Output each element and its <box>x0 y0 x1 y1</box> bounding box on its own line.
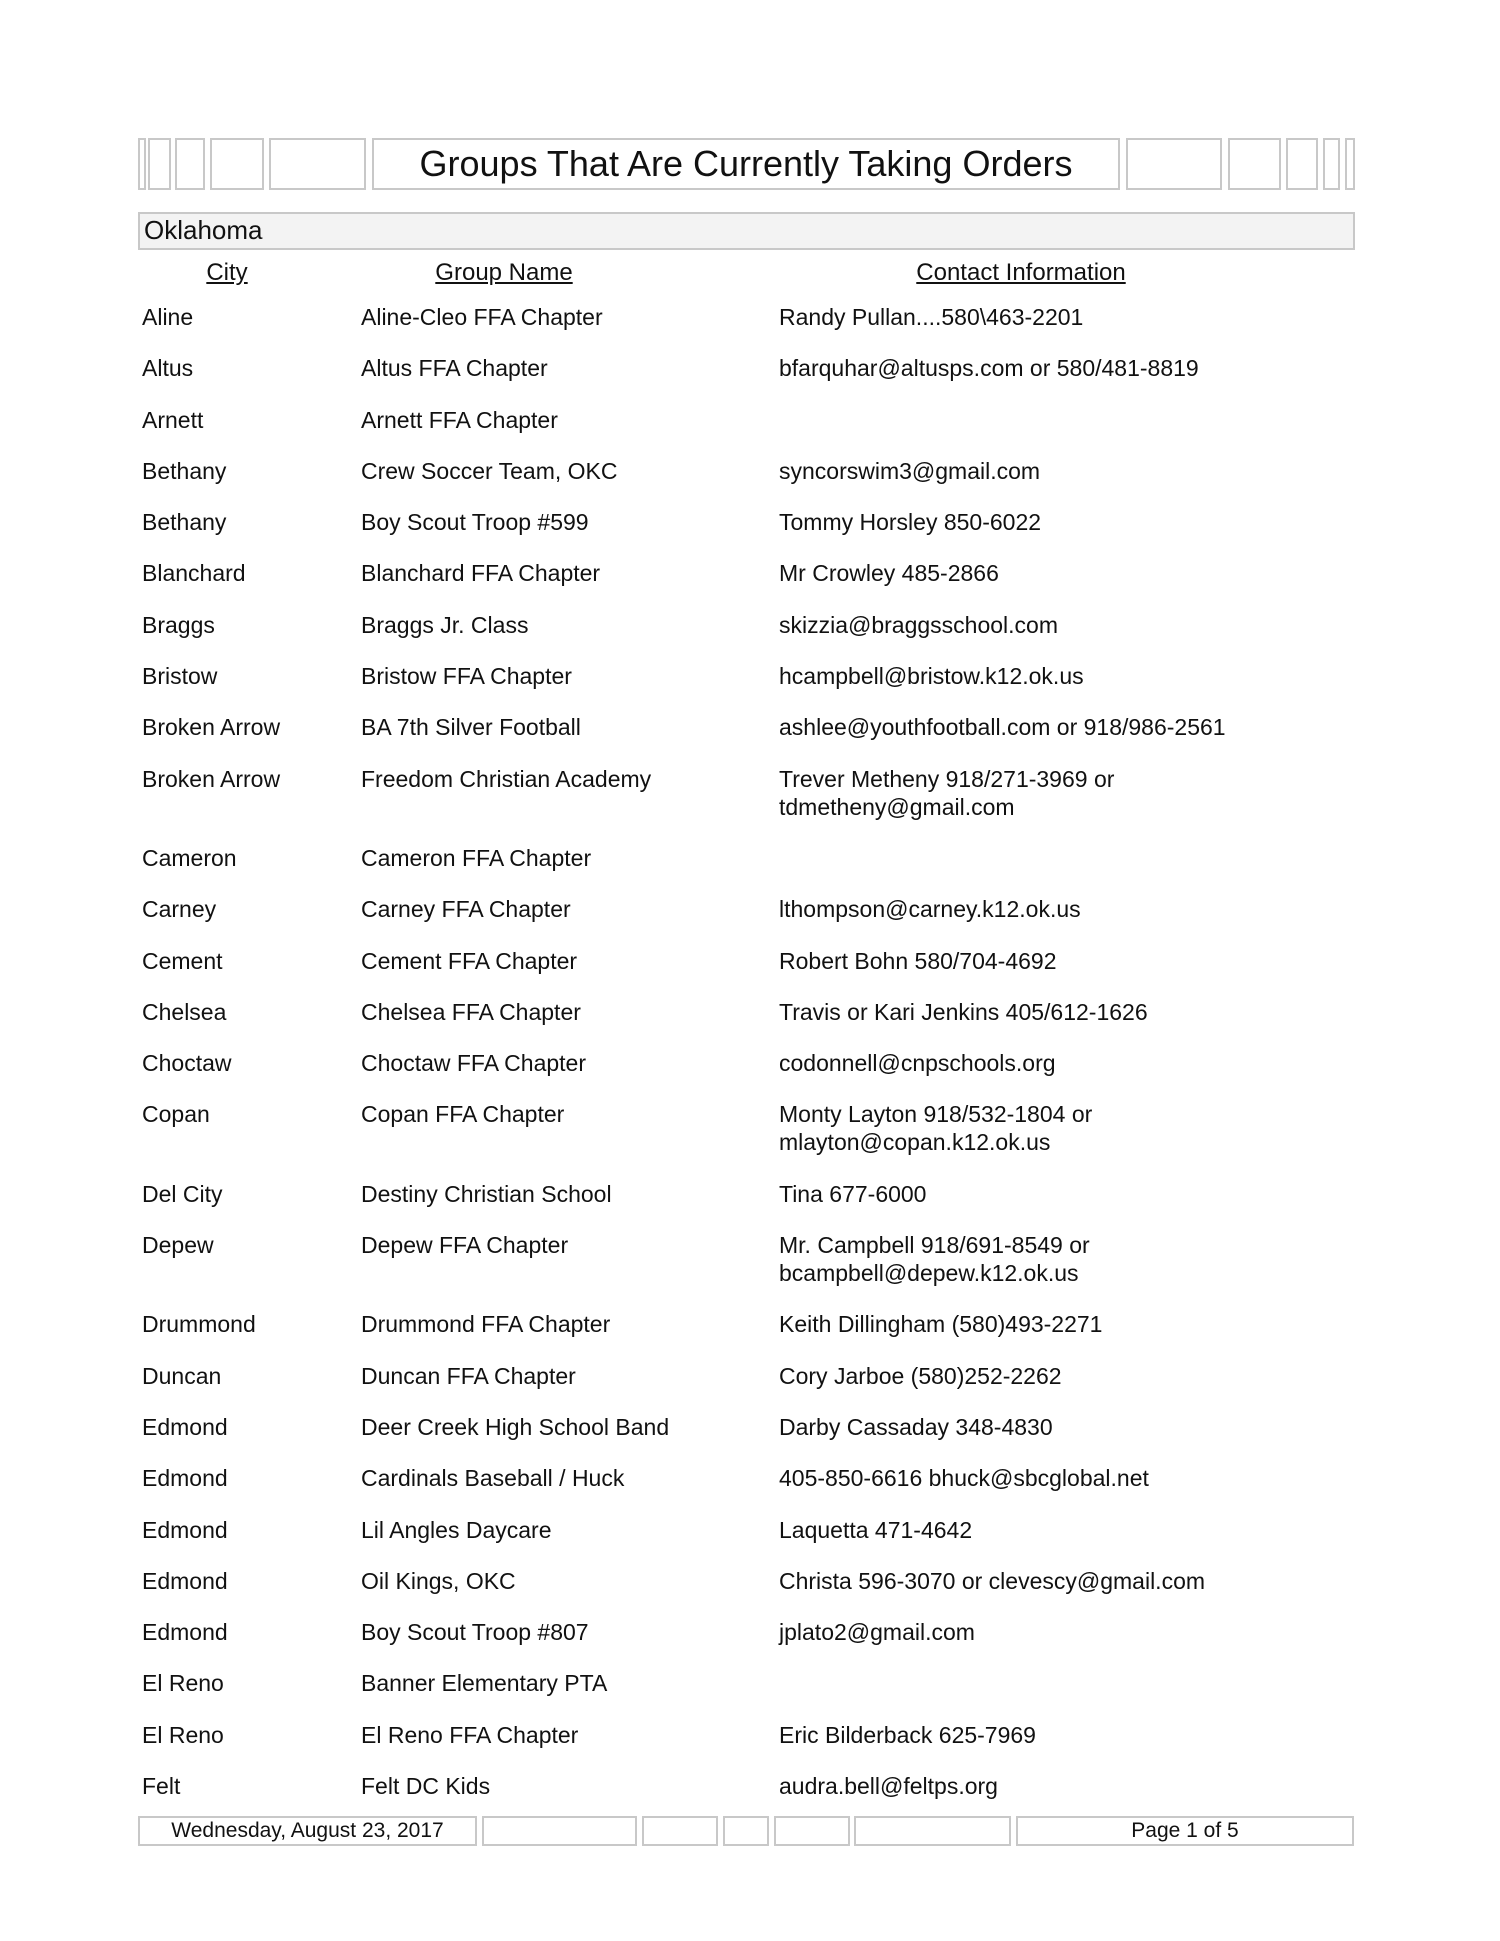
table-row <box>142 1516 1362 1567</box>
group-name-cell: Drummond FFA Chapter <box>361 1311 611 1338</box>
header-decor-box <box>1345 138 1355 190</box>
group-name-cell: Lil Angles Daycare <box>361 1516 552 1543</box>
contact-cell: Keith Dillingham (580)493-2271 <box>779 1311 1103 1338</box>
contact-cell: codonnell@cnpschools.org <box>779 1050 1056 1077</box>
table-row <box>142 1618 1362 1669</box>
table-row <box>142 1721 1362 1772</box>
contact-cell: jplato2@gmail.com <box>779 1619 975 1646</box>
group-name-cell: Copan FFA Chapter <box>361 1101 565 1128</box>
city-cell: Duncan <box>142 1362 222 1389</box>
group-name-cell: Cameron FFA Chapter <box>361 844 592 871</box>
group-name-cell: Destiny Christian School <box>361 1180 612 1207</box>
group-name-cell: Carney FFA Chapter <box>361 896 571 923</box>
city-cell: El Reno <box>142 1670 224 1697</box>
group-name-cell: Arnett FFA Chapter <box>361 406 558 433</box>
group-name-cell: Braggs Jr. Class <box>361 611 529 638</box>
city-cell: Edmond <box>142 1465 228 1492</box>
table-row <box>142 559 1362 610</box>
table-row <box>142 844 1362 895</box>
header-decor-box <box>1323 138 1340 190</box>
footer-decor-box <box>854 1816 1011 1846</box>
group-name-cell: Freedom Christian Academy <box>361 765 652 792</box>
table-row <box>142 1231 1362 1310</box>
contact-cell <box>779 1669 1249 1697</box>
group-name-cell: Blanchard FFA Chapter <box>361 560 601 587</box>
city-cell: El Reno <box>142 1721 224 1748</box>
table-row <box>142 662 1362 713</box>
table-row <box>142 457 1362 508</box>
contact-cell: Darby Cassaday 348-4830 <box>779 1413 1053 1440</box>
city-cell: Cameron <box>142 844 237 871</box>
city-cell: Arnett <box>142 406 204 433</box>
contact-cell <box>779 406 1249 434</box>
city-cell: Carney <box>142 896 217 923</box>
table-row <box>142 765 1362 844</box>
contact-cell: Tommy Horsley 850-6022 <box>779 509 1042 536</box>
group-name-cell: Boy Scout Troop #599 <box>361 509 589 536</box>
group-name-cell: Banner Elementary PTA <box>361 1670 608 1697</box>
contact-cell: Mr. Campbell 918/691-8549 or bcampbell@depew.k12.ok.us <box>779 1232 1090 1287</box>
group-name-cell: Boy Scout Troop #807 <box>361 1619 589 1646</box>
city-cell: Felt <box>142 1773 181 1800</box>
header-decor-box <box>175 138 205 190</box>
group-name-cell: Altus FFA Chapter <box>361 355 548 382</box>
contact-cell: Robert Bohn 580/704-4692 <box>779 947 1057 974</box>
contact-cell: Mr Crowley 485-2866 <box>779 560 999 587</box>
group-name-cell: Crew Soccer Team, OKC <box>361 457 618 484</box>
table-row <box>142 895 1362 946</box>
column-header-group-name: Group Name <box>435 259 573 286</box>
table-row <box>142 508 1362 559</box>
contact-cell: hcampbell@bristow.k12.ok.us <box>779 663 1084 690</box>
city-cell: Depew <box>142 1232 214 1259</box>
city-cell: Bethany <box>142 509 227 536</box>
footer-decor-box <box>774 1816 850 1846</box>
footer-decor-box <box>482 1816 637 1846</box>
header-decor-box <box>210 138 264 190</box>
column-header-contact: Contact Information <box>916 259 1126 286</box>
group-name-cell: BA 7th Silver Football <box>361 714 581 741</box>
header-decor-box <box>1126 138 1222 190</box>
city-cell: Edmond <box>142 1567 228 1594</box>
contact-cell <box>779 844 1249 872</box>
contact-cell: Laquetta 471-4642 <box>779 1516 973 1543</box>
table-row <box>142 1362 1362 1413</box>
city-cell: Drummond <box>142 1311 256 1338</box>
table-row <box>142 1413 1362 1464</box>
header-decor-box <box>148 138 171 190</box>
city-cell: Broken Arrow <box>142 714 281 741</box>
footer-decor-box <box>723 1816 769 1846</box>
contact-cell: Cory Jarboe (580)252-2262 <box>779 1362 1062 1389</box>
city-cell: Braggs <box>142 611 215 638</box>
footer-date: Wednesday, August 23, 2017 <box>138 1816 477 1846</box>
group-name-cell: Duncan FFA Chapter <box>361 1362 576 1389</box>
group-name-cell: Oil Kings, OKC <box>361 1567 516 1594</box>
group-name-cell: Chelsea FFA Chapter <box>361 998 581 1025</box>
city-cell: Chelsea <box>142 998 227 1025</box>
city-cell: Edmond <box>142 1516 228 1543</box>
footer-page-number: Page 1 of 5 <box>1016 1816 1354 1846</box>
report-title: Groups That Are Currently Taking Orders <box>372 138 1120 190</box>
table-row <box>142 1310 1362 1361</box>
state-group-header: Oklahoma <box>138 212 1355 250</box>
table-row <box>142 947 1362 998</box>
contact-cell: audra.bell@feltps.org <box>779 1773 998 1800</box>
group-name-cell: Deer Creek High School Band <box>361 1413 670 1440</box>
contact-cell: bfarquhar@altusps.com or 580/481-8819 <box>779 355 1199 382</box>
city-cell: Cement <box>142 947 223 974</box>
contact-cell: Monty Layton 918/532-1804 or mlayton@copan.k12.ok.us <box>779 1101 1093 1156</box>
contact-cell: Tina 677-6000 <box>779 1180 927 1207</box>
table-row <box>142 1180 1362 1231</box>
contact-cell: Trever Metheny 918/271-3969 or tdmetheny@gmail.com <box>779 765 1115 820</box>
group-name-cell: Bristow FFA Chapter <box>361 663 572 690</box>
table-row <box>142 1669 1362 1720</box>
table-row <box>142 1464 1362 1515</box>
header-decor-box <box>1286 138 1318 190</box>
contact-cell: Christa 596-3070 or clevescy@gmail.com <box>779 1567 1206 1594</box>
table-row <box>142 1100 1362 1179</box>
contact-cell: syncorswim3@gmail.com <box>779 457 1041 484</box>
contact-cell: Eric Bilderback 625-7969 <box>779 1721 1036 1748</box>
city-cell: Bethany <box>142 457 227 484</box>
contact-cell: Randy Pullan....580\463-2201 <box>779 304 1084 330</box>
contact-cell: ashlee@youthfootball.com or 918/986-2561 <box>779 714 1226 741</box>
table-row <box>142 303 1362 354</box>
contact-cell: 405-850-6616 bhuck@sbcglobal.net <box>779 1465 1149 1492</box>
city-cell: Copan <box>142 1101 210 1128</box>
column-header-city: City <box>206 259 248 286</box>
city-cell: Broken Arrow <box>142 765 281 792</box>
groups-table <box>142 303 1362 1823</box>
table-row <box>142 611 1362 662</box>
header-decor-box <box>269 138 366 190</box>
group-name-cell: Choctaw FFA Chapter <box>361 1050 586 1077</box>
group-name-cell: El Reno FFA Chapter <box>361 1721 579 1748</box>
city-cell: Edmond <box>142 1413 228 1440</box>
contact-cell: Travis or Kari Jenkins 405/612-1626 <box>779 998 1148 1025</box>
table-row <box>142 1567 1362 1618</box>
city-cell: Aline <box>142 304 194 330</box>
table-row <box>142 1049 1362 1100</box>
group-name-cell: Cement FFA Chapter <box>361 947 578 974</box>
group-name-cell: Aline-Cleo FFA Chapter <box>361 304 603 330</box>
table-row <box>142 406 1362 457</box>
city-cell: Choctaw <box>142 1050 232 1077</box>
contact-cell: lthompson@carney.k12.ok.us <box>779 896 1081 923</box>
footer-decor-box <box>642 1816 718 1846</box>
table-row <box>142 998 1362 1049</box>
city-cell: Altus <box>142 355 194 382</box>
city-cell: Blanchard <box>142 560 246 587</box>
group-name-cell: Depew FFA Chapter <box>361 1232 569 1259</box>
header-decor-box <box>138 138 146 190</box>
group-name-cell: Cardinals Baseball / Huck <box>361 1465 625 1492</box>
contact-cell: skizzia@braggsschool.com <box>779 611 1059 638</box>
table-row <box>142 713 1362 764</box>
table-row <box>142 354 1362 405</box>
city-cell: Edmond <box>142 1619 228 1646</box>
header-decor-box <box>1228 138 1281 190</box>
city-cell: Bristow <box>142 663 218 690</box>
group-name-cell: Felt DC Kids <box>361 1773 491 1800</box>
city-cell: Del City <box>142 1180 223 1207</box>
